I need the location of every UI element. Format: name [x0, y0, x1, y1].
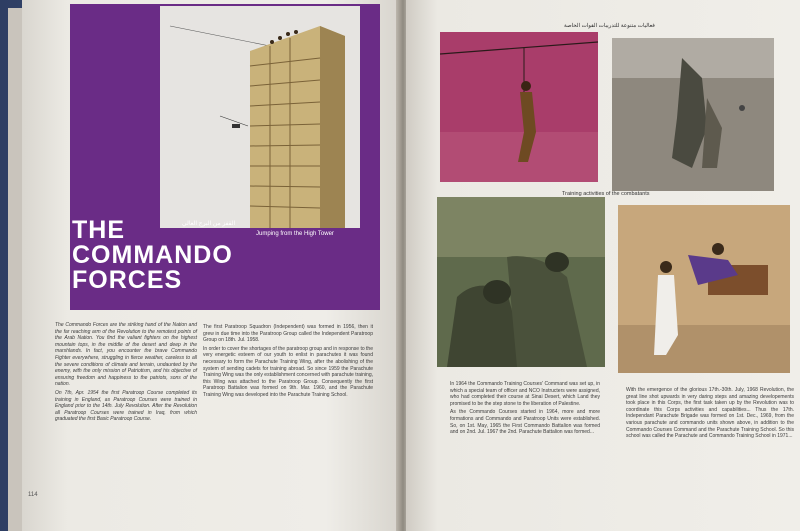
- field-soldiers-illustration: [437, 197, 605, 367]
- history-text-column: [203, 324, 373, 401]
- arabic-photo-caption: القفز من البرج العالي: [182, 221, 236, 227]
- paragraph: With the emergence of the glorious 17th.-30th. July, 1968 Revolution, the great line shot upwards in very daring steps and amazing developements took place in this Corps, the first task taken up by the Revolution was to coordinate this Corps activities and capabilities... Thus the 17th. Independant Parachute Brigade was formed on 1st. Dec., 1969, from the various parachute and commando units shown above, in addition to the Commando Courses Command and the Parachute Training School. So this school was called the Parachute and Commando Training School in 1971...: [626, 387, 794, 440]
- title-line: COMMANDO: [72, 241, 233, 269]
- intro-text-column: [55, 322, 197, 425]
- page-title: [72, 216, 236, 294]
- rope-climb-illustration: [440, 32, 598, 182]
- paragraph: As the Commando Courses started in 1964, more and more formations and Commando and Paratroop Units were established. So, on 1st. May, 1965 the First Commando Battalion was formed and on 2nd. Jul. 1967 the 2nd. Parachute Battalion was formed...: [450, 409, 600, 436]
- hand-to-hand-photo: [612, 38, 774, 191]
- hand-to-hand-illustration: [612, 38, 774, 191]
- arabic-header: فعاليات متنوعة للتدريبات القوات الخاصة: [564, 23, 655, 29]
- training-photo-caption: Training activities of the combatants: [562, 191, 650, 197]
- paragraph: In order to cover the shortages of the paratroop group and in response to the very energetic esteem of our youth to enlist in parachutes it was found necessary to form the Parachute Training Wing, after the abolishing of the system of sending cadets for training abroad. So since 1959 the Parachute Training Wing was the only establishment concerned with parachute training, this Wing was attached to the Paratroop Group. Consequently the first Paratroop Battalion was formed on 9th. Mar. 1960, and the Parachute Training Wing was developed into the Parachute Training School.: [203, 345, 373, 398]
- rope-climb-photo: [440, 32, 598, 182]
- martial-arts-illustration: [618, 205, 790, 373]
- paragraph: The first Paratroop Squadron (Independent) was formed in 1956, then it grew in due time into the Paratroop Group called the Independent Paratroop Group on 18th. Jul. 1958.: [203, 324, 373, 344]
- tower-photo-caption: Jumping from the High Tower: [256, 231, 334, 237]
- title-line: FORCES: [72, 266, 183, 294]
- right-text-column-1: [450, 381, 600, 438]
- page-number: 114: [28, 492, 38, 498]
- field-soldiers-photo: [437, 197, 605, 367]
- title-line: THE: [72, 216, 125, 244]
- paragraph: The Commando Forces are the striking hand of the Nation and the far reaching arm of the Revolution to the remotest points of the Arab Nation. You find the valiant fighters on the highest mountain tops, in the middle of the desert and deep in the marshlands. In fact, you encounter the brave Commando Fighter everywhere, struggling in fierce weather, careless to all the severe conditions of climate and terrain, undaunted by the enemy, with the only mission of Patriotism, and his objective of ensuring freedom and happiness to the patriots, sons of the nation.: [55, 322, 197, 388]
- paragraph: In 1964 the Commando Training Courses' Command was set up, in which a special team of officer and NCO Instructers were assigned, who had completed their course at Sinai Desert, which Land they promised to be the step stone to the liberation of Palestine.: [450, 381, 600, 407]
- paragraph: On 7th, Apr. 1954 the first Paratroop Course completed its training in England, as Paratroop Courses were trained in England prior to the 14th. July Revolution. After the Revolution all Paratroop Courses were trained in Iraq, from which graduated the first Basic Paratroop Course.: [55, 389, 197, 423]
- high-tower-photo: [160, 6, 360, 228]
- martial-arts-photo: [618, 205, 790, 373]
- high-tower-illustration: [160, 6, 360, 228]
- right-text-column-2: [626, 387, 794, 442]
